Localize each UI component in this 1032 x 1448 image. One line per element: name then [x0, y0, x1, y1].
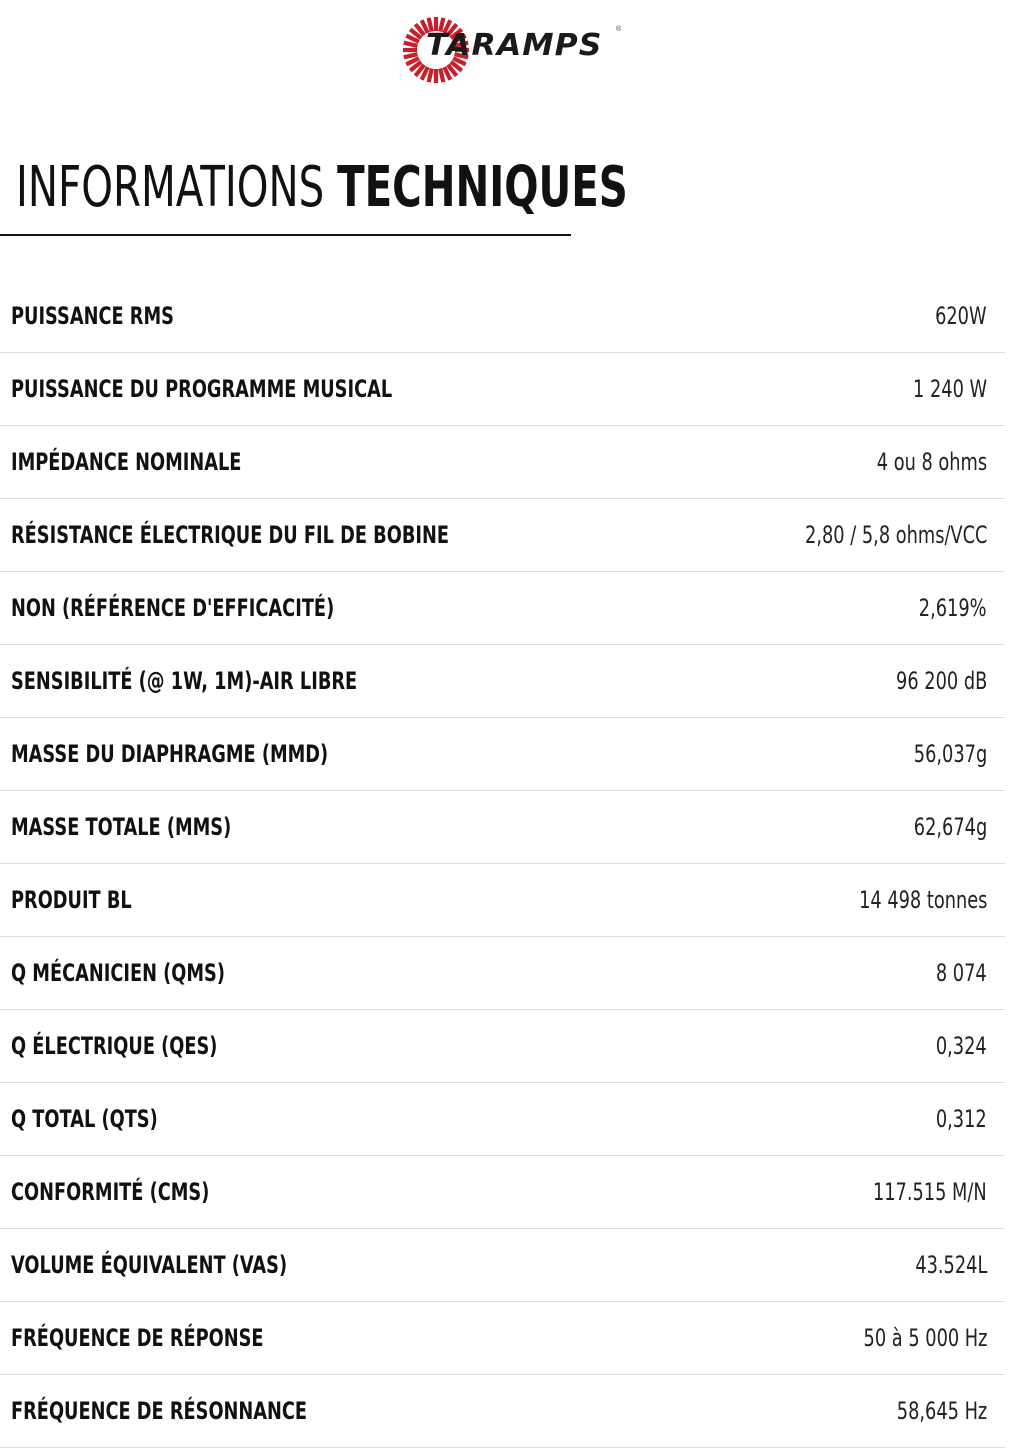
spec-row — [0, 645, 1005, 718]
spec-label: MASSE TOTALE (MMS) — [11, 813, 232, 841]
spec-value: 117.515 M/N — [873, 1178, 987, 1206]
spec-label: FRÉQUENCE DE RÉPONSE — [11, 1324, 264, 1352]
spec-row — [0, 1083, 1005, 1156]
spec-row — [0, 1375, 1005, 1448]
spec-value: 50 à 5 000 Hz — [863, 1324, 987, 1352]
brand-logo-text: TARAMPS — [426, 28, 603, 63]
spec-row — [0, 499, 1005, 572]
spec-value: 96 200 dB — [895, 667, 987, 695]
spec-value: 4 ou 8 ohms — [876, 448, 987, 476]
spec-row — [0, 1010, 1005, 1083]
spec-row — [0, 718, 1005, 791]
spec-value: 8 074 — [936, 959, 987, 987]
spec-label: PUISSANCE RMS — [11, 302, 174, 330]
spec-label: RÉSISTANCE ÉLECTRIQUE DU FIL DE BOBINE — [11, 521, 449, 549]
spec-row — [0, 353, 1005, 426]
spec-label: VOLUME ÉQUIVALENT (VAS) — [11, 1251, 288, 1279]
title-underline — [0, 234, 571, 236]
spec-label: Q MÉCANICIEN (QMS) — [11, 959, 225, 987]
spec-row — [0, 426, 1005, 499]
spec-value: 14 498 tonnes — [858, 886, 987, 914]
brand-logo — [400, 14, 630, 86]
page-title-bold: TECHNIQUES — [337, 155, 628, 220]
spec-value: 43.524L — [914, 1251, 987, 1279]
spec-label: SENSIBILITÉ (@ 1W, 1M)-AIR LIBRE — [11, 667, 358, 695]
spec-value: 2,619% — [919, 594, 987, 622]
spec-row — [0, 1229, 1005, 1302]
spec-label: Q ÉLECTRIQUE (QES) — [11, 1032, 218, 1060]
spec-row — [0, 1156, 1005, 1229]
spec-value: 2,80 / 5,8 ohms/VCC — [804, 521, 987, 549]
spec-value: 0,312 — [936, 1105, 987, 1133]
spec-value: 56,037g — [913, 740, 987, 768]
spec-label: NON (RÉFÉRENCE D'EFFICACITÉ) — [11, 594, 335, 622]
spec-label: FRÉQUENCE DE RÉSONNANCE — [11, 1397, 308, 1425]
spec-value: 620W — [935, 302, 987, 330]
spec-label: MASSE DU DIAPHRAGME (MMD) — [11, 740, 329, 768]
spec-value: 1 240 W — [912, 375, 987, 403]
spec-label: PRODUIT BL — [11, 886, 132, 914]
registered-mark: ® — [616, 26, 622, 33]
spec-row — [0, 864, 1005, 937]
spec-label: PUISSANCE DU PROGRAMME MUSICAL — [11, 375, 393, 403]
spec-row — [0, 280, 1005, 353]
spec-row — [0, 937, 1005, 1010]
spec-label: CONFORMITÉ (CMS) — [11, 1178, 210, 1206]
spec-value: 62,674g — [913, 813, 987, 841]
spec-value: 0,324 — [936, 1032, 987, 1060]
spec-table — [0, 280, 1005, 1448]
page-title — [16, 152, 628, 224]
spec-label: Q TOTAL (QTS) — [11, 1105, 158, 1133]
page-title-light: INFORMATIONS — [16, 155, 325, 220]
spec-row — [0, 791, 1005, 864]
spec-row — [0, 572, 1005, 645]
spec-value: 58,645 Hz — [896, 1397, 987, 1425]
spec-row — [0, 1302, 1005, 1375]
spec-label: IMPÉDANCE NOMINALE — [11, 448, 242, 476]
